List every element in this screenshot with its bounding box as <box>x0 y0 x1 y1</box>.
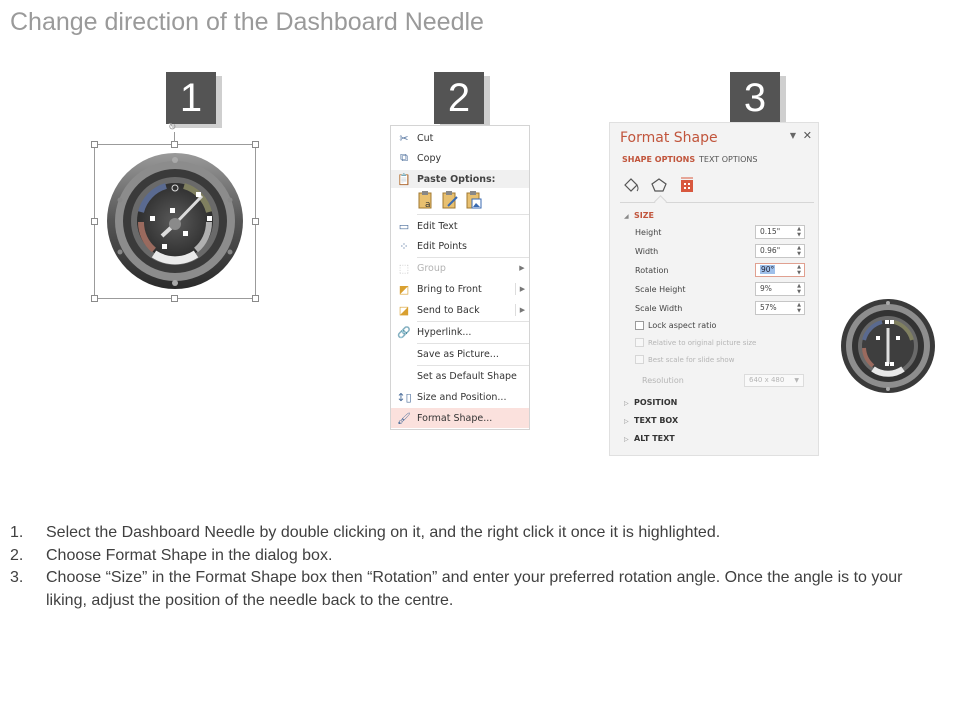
field-scale-width: Scale Width 57% ▲ ▼ <box>635 301 805 315</box>
edit-text-icon: ▭ <box>398 219 410 233</box>
expand-triangle-icon: ◢ <box>624 213 629 220</box>
resize-handle-s[interactable] <box>171 295 178 302</box>
field-scale-height: Scale Height 9% ▲ ▼ <box>635 282 805 296</box>
collapsed-triangle-icon: ▷ <box>624 418 629 425</box>
context-menu <box>390 125 530 430</box>
instruction-item: 2. Choose Format Shape in the dialog box. <box>10 546 333 564</box>
section-position-header[interactable]: ▷ POSITION <box>624 398 678 407</box>
menu-item-format-shape[interactable]: 🖌 Format Shape... <box>391 408 529 428</box>
spinner-icon[interactable]: ▲ ▼ <box>797 264 801 276</box>
size-position-icon: ↕▯ <box>396 390 412 404</box>
relative-to-original-checkbox[interactable]: Relative to original picture size <box>635 338 756 347</box>
field-rotation: Rotation 90° ▲ ▼ <box>635 263 805 277</box>
section-size-header[interactable]: ◢ SIZE <box>624 211 655 220</box>
section-alt-text-header[interactable]: ▷ ALT TEXT <box>624 434 675 443</box>
scale-height-input[interactable]: 9% ▲ ▼ <box>755 282 805 296</box>
dashboard-gauge-icon[interactable] <box>106 152 244 290</box>
menu-separator <box>417 214 529 215</box>
effects-icon[interactable] <box>650 177 668 193</box>
lock-aspect-ratio-checkbox[interactable]: Lock aspect ratio <box>635 321 716 330</box>
svg-text:a: a <box>425 200 431 210</box>
menu-item-bring-to-front[interactable]: ◩ Bring to Front ▶ <box>391 279 529 299</box>
paste-keep-text-icon[interactable] <box>417 190 435 210</box>
format-shape-icon: 🖌 <box>397 411 411 425</box>
section-text-box-header[interactable]: ▷ TEXT BOX <box>624 416 679 425</box>
spinner-icon[interactable]: ▲ ▼ <box>797 283 801 295</box>
menu-item-set-default-shape[interactable]: Set as Default Shape <box>417 370 517 382</box>
paste-icon: 📋 <box>397 172 411 186</box>
scissors-icon: ✂ <box>399 131 409 145</box>
submenu-arrow-icon: ▶ <box>519 264 525 272</box>
format-shape-pane <box>609 122 819 456</box>
fill-line-icon[interactable] <box>622 177 640 193</box>
menu-item-edit-points[interactable]: ⁘ Edit Points <box>391 236 529 256</box>
spinner-icon[interactable]: ▲ ▼ <box>797 302 801 314</box>
resize-handle-ne[interactable] <box>252 141 259 148</box>
step-badge-3: 3 <box>730 72 780 124</box>
group-icon: ⬚ <box>398 261 410 275</box>
spinner-icon[interactable]: ▲ ▼ <box>797 245 801 257</box>
best-scale-checkbox[interactable]: Best scale for slide show <box>635 355 734 364</box>
send-back-icon: ◪ <box>398 303 410 317</box>
edit-points-icon: ⁘ <box>399 239 409 253</box>
chevron-down-icon: ▼ <box>794 377 799 384</box>
step-badge-2: 2 <box>434 72 484 124</box>
menu-item-cut[interactable]: ✂ Cut <box>391 128 529 148</box>
instruction-item: 3. Choose “Size” in the Format Shape box then “Rotation” and enter your preferred rotation angle. Once the angle is to your liking, adjust the position of the needle back to the centre. <box>10 569 903 609</box>
resize-handle-n[interactable] <box>171 141 178 148</box>
pane-divider <box>620 202 814 203</box>
menu-item-group[interactable]: ⬚ Group ▶ <box>391 258 529 278</box>
hyperlink-icon: 🔗 <box>397 325 411 339</box>
page-title: Change direction of the Dashboard Needle <box>10 8 484 36</box>
field-width: Width 0.96" ▲ ▼ <box>635 244 805 258</box>
paste-picture-icon[interactable] <box>465 190 483 210</box>
resize-handle-w[interactable] <box>91 218 98 225</box>
height-input[interactable]: 0.15" ▲ ▼ <box>755 225 805 239</box>
submenu-arrow-icon[interactable]: ▶ <box>515 304 529 316</box>
menu-item-copy[interactable]: ⧉ Copy <box>391 148 529 168</box>
submenu-arrow-icon[interactable]: ▶ <box>515 283 529 295</box>
instructions-list <box>10 522 930 612</box>
copy-icon: ⧉ <box>400 151 408 164</box>
menu-item-save-as-picture[interactable]: Save as Picture... <box>417 348 499 360</box>
field-height: Height 0.15" ▲ ▼ <box>635 225 805 239</box>
tab-shape-options[interactable]: SHAPE OPTIONS <box>622 155 696 164</box>
spinner-icon[interactable]: ▲ ▼ <box>797 226 801 238</box>
bring-front-icon: ◩ <box>398 282 410 296</box>
scale-width-input[interactable]: 57% ▲ ▼ <box>755 301 805 315</box>
resize-handle-nw[interactable] <box>91 141 98 148</box>
paste-options-header: 📋 Paste Options: <box>391 170 529 188</box>
resize-handle-e[interactable] <box>252 218 259 225</box>
paste-format-icon[interactable] <box>441 190 459 210</box>
resolution-row: Resolution 640 x 480 ▼ <box>642 374 804 387</box>
instruction-item: 1. Select the Dashboard Needle by double clicking on it, and the right click it once it is highlighted. <box>10 524 721 541</box>
menu-item-size-and-position[interactable]: ↕▯ Size and Position... <box>391 387 529 407</box>
pane-title: Format Shape <box>620 130 718 146</box>
menu-item-hyperlink[interactable]: 🔗 Hyperlink... <box>391 322 529 342</box>
size-properties-icon[interactable] <box>678 177 696 193</box>
width-input[interactable]: 0.96" ▲ ▼ <box>755 244 805 258</box>
resolution-select[interactable]: 640 x 480 ▼ <box>744 374 804 387</box>
rotate-handle-icon[interactable]: ↻ <box>168 122 177 133</box>
rotation-input[interactable]: 90° ▲ ▼ <box>755 263 805 277</box>
pane-options-dropdown-icon[interactable]: ▼ <box>789 131 796 140</box>
rotated-gauge-icon <box>840 298 936 394</box>
menu-item-edit-text[interactable]: ▭ Edit Text <box>391 216 529 236</box>
rotate-stem <box>174 132 175 142</box>
resize-handle-se[interactable] <box>252 295 259 302</box>
collapsed-triangle-icon: ▷ <box>624 400 629 407</box>
step-badge-1: 1 <box>166 72 216 124</box>
tab-text-options[interactable]: TEXT OPTIONS <box>699 155 758 164</box>
close-icon[interactable]: ✕ <box>802 129 812 142</box>
menu-item-send-to-back[interactable]: ◪ Send to Back ▶ <box>391 300 529 320</box>
collapsed-triangle-icon: ▷ <box>624 436 629 443</box>
resize-handle-sw[interactable] <box>91 295 98 302</box>
